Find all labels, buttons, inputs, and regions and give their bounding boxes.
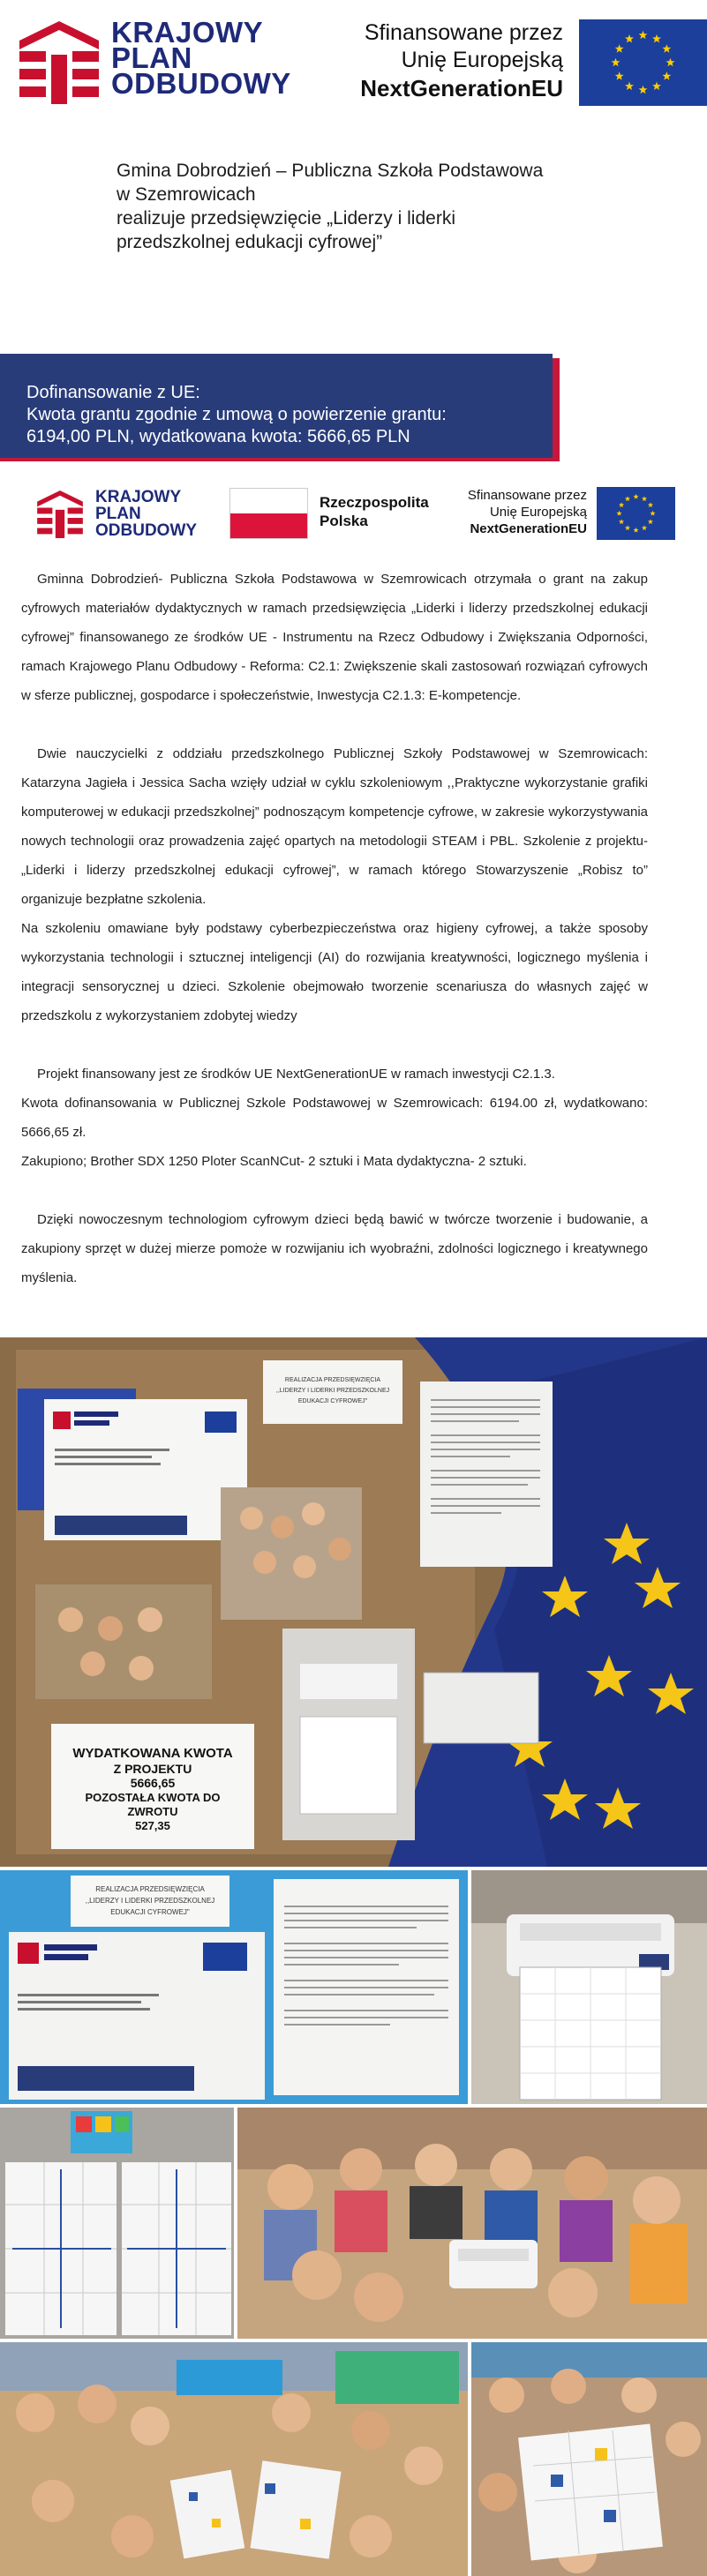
eu-funding-line: NextGenerationEU: [470, 521, 587, 536]
banner-line: Dofinansowanie z UE:: [26, 383, 200, 402]
polish-flag-label: [320, 493, 429, 530]
plotter-photo: [471, 1870, 707, 2104]
poster-note-line: REALIZACJA PRZEDSIĘWZIĘCIA: [95, 1885, 205, 1893]
grant-banner: [0, 354, 553, 458]
poster-note-line: ,,LIDERZY I LIDERKI PRZEDSZKOLNEJ: [85, 1897, 215, 1905]
eu-flag-icon: [597, 487, 675, 540]
article-paragraph: Dwie nauczycielki z oddziału przedszkolnego Publicznej Szkoły Podstawowej w Szemrowicach: Katarzyna Jagieła i Jessica Sacha wzięły udział w cyklu szkoleniowym ,,Praktyczne wykorzystanie grafiki komputerowej w edukacji przedszkolnej” podnoszącym kompetencje cyfrowe, w zakresie wykorzystywania nowych technologii oraz prowadzenia zajęć opartych na metodologii STEAM i PBL. Szkolenie z projektu- „Liderki i liderzy przedszkolnej edukacji cyfrowej”, w ramach którego Stowarzyszenie „Robisz to” organizuje bezpłatne szkolenia.: [21, 746, 648, 907]
article-paragraph: Na szkoleniu omawiane były podstawy cyberbezpieczeństwa oraz higieny cyfrowej, a także sposoby wykorzystania technologii i sztucznej inteligencji (AI) do rozwijania kreatywności, logicznego myślenia i integracji sensorycznej u dzieci. Szkolenie obejmowało tworzenie scenariusza do własnych zajęć w przedszkolu z wykorzystaniem zdobytej wiedzy: [21, 921, 648, 1023]
eu-funding-line: NextGenerationEU: [360, 75, 563, 101]
children-group-image: [237, 2108, 707, 2339]
board-note-line: REALIZACJA PRZEDSIĘWZIĘCIA: [284, 1377, 381, 1383]
kpo-logo-line: PLAN: [111, 41, 192, 74]
bulletin-board-image: [0, 1337, 707, 1867]
title-line: w Szemrowicach: [117, 184, 256, 205]
article-body: [21, 565, 648, 1292]
pl-label-line: Polska: [320, 513, 368, 529]
banner-line: Kwota grantu zgodnie z umową o powierzenie grantu:: [26, 405, 447, 424]
article-paragraph: Dzięki nowoczesnym technologiom cyfrowym dzieci będą bawić w twórcze tworzenie i budowanie, a zakupiony sprzęt w dużej mierze pomoże w rozwijaniu ich wyobraźni, zdolności logicznego i kreatywnego myślenia.: [21, 1212, 648, 1285]
board-note-line: ,,LIDERZY I LIDERKI PRZEDSZKOLNEJ: [275, 1388, 390, 1394]
children-floor-photo: [0, 2342, 468, 2576]
title-line: przedszkolnej edukacji cyfrowej”: [117, 232, 383, 252]
page-header: [0, 0, 707, 128]
article-paragraph: Gminna Dobrodzień- Publiczna Szkoła Podstawowa w Szemrowicach otrzymała o grant na zakup cyfrowych materiałów dydaktycznych w ramach przedsięwzięcia „Liderki i liderzy przedszkolnej edukacji cyfrowej” finansowanego ze środków UE - Instrumentu na Rzecz Odbudowy i Zwiększania Odporności, ramach Krajowego Planu Odbudowy - Reforma: C2.1: Zwiększenie skali zastosowań rozwiązań cyfrowych w sferze publicznej, gospodarce i społeczeństwie, Inwestycja C2.1.3: E-kompetencje.: [21, 572, 648, 703]
eu-funding-line: Sfinansowane przez: [364, 20, 563, 45]
kpo-logo-mark-icon: [37, 490, 83, 538]
article-paragraph: Zakupiono; Brother SDX 1250 Ploter ScanNCut- 2 sztuki i Mata dydaktyczna- 2 sztuki.: [21, 1154, 527, 1169]
eu-funding-text: [351, 19, 563, 102]
kpo-logo-line: PLAN: [95, 505, 141, 523]
math-mats-image: [0, 2108, 234, 2339]
children-mat-image: [471, 2342, 707, 2576]
board-amount-line: 527,35: [135, 1819, 170, 1832]
board-amount-line: WYDATKOWANA KWOTA: [72, 1746, 233, 1761]
children-floor-image: [0, 2342, 468, 2576]
pl-label-line: Rzeczpospolita: [320, 494, 429, 511]
article-paragraph: Kwota dofinansowania w Publicznej Szkole Podstawowej w Szemrowicach: 6194.00 zł, wydatkowano: 5666,65 zł.: [21, 1096, 648, 1140]
kpo-logo-mark-icon: [19, 21, 99, 104]
board-note-line: EDUKACJI CYFROWEJ": [297, 1398, 368, 1404]
project-title: [117, 159, 593, 254]
eu-funding-line: Unię Europejską: [401, 48, 563, 72]
polish-flag-icon: [229, 488, 308, 539]
board-amount-line: POZOSTAŁA KWOTA DO: [85, 1791, 221, 1804]
eu-funding-line: Unię Europejską: [489, 505, 587, 520]
kpo-logo-small: [37, 489, 214, 542]
article-paragraph: Projekt finansowany jest ze środków UE NextGenerationUE w ramach inwestycji C2.1.3.: [37, 1067, 555, 1082]
logo-strip: [0, 482, 707, 545]
kpo-logo-line: ODBUDOWY: [111, 67, 291, 100]
children-mat-photo: [471, 2342, 707, 2576]
children-group-photo: [237, 2108, 707, 2339]
kpo-logo-line: KRAJOWY: [95, 488, 182, 506]
bulletin-board-photo: [0, 1337, 707, 1867]
math-mats-photo: [0, 2108, 234, 2339]
banner-line: 6194,00 PLN, wydatkowana kwota: 5666,65 PLN: [26, 427, 410, 446]
kpo-logo: [19, 16, 291, 108]
kpo-logo-line: ODBUDOWY: [95, 521, 198, 540]
board-amount-line: ZWROTU: [127, 1805, 178, 1818]
eu-flag-icon: [579, 19, 707, 106]
eu-funding-text-small: [448, 487, 587, 537]
title-line: realizuje przedsięwzięcie „Liderzy i liderki: [117, 208, 455, 228]
poster-note-line: EDUKACJI CYFROWEJ": [110, 1908, 190, 1916]
plotter-image: [471, 1870, 707, 2104]
board-amount-line: Z PROJEKTU: [113, 1762, 192, 1776]
kpo-logo-line: KRAJOWY: [111, 16, 264, 49]
posters-image: [0, 1870, 468, 2104]
board-amount-line: 5666,65: [130, 1776, 176, 1790]
posters-photo: [0, 1870, 468, 2104]
eu-funding-line: Sfinansowane przez: [467, 488, 587, 503]
title-line: Gmina Dobrodzień – Publiczna Szkoła Podstawowa: [117, 161, 544, 181]
